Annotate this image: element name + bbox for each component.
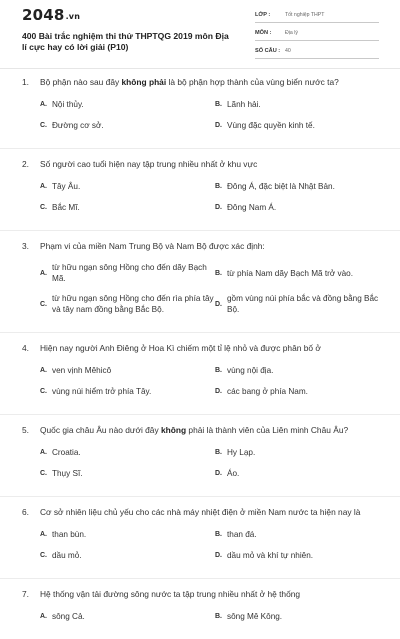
option-text: dầu mỏ. xyxy=(52,550,82,560)
option-text: Croatia. xyxy=(52,447,81,457)
question-text-part: Hệ thống vận tải đường sông nước ta tập trung nhiều nhất ở hệ thống xyxy=(40,589,301,599)
answer-options xyxy=(40,364,390,406)
option-letter: B. xyxy=(215,612,222,620)
question-number: 3. xyxy=(22,241,29,251)
option-letter: D. xyxy=(215,551,222,559)
option-text: từ hữu ngạn sông Hồng cho đến dãy Bạch Mã. xyxy=(52,263,207,283)
option-letter: A. xyxy=(40,182,47,190)
meta-value: Địa lý xyxy=(285,30,298,36)
answer-option[interactable] xyxy=(215,119,390,131)
option-letter: A. xyxy=(40,612,47,620)
question-item xyxy=(0,424,400,488)
question-text-part: phải là thành viên của Liên minh Châu Âu? xyxy=(186,425,349,435)
question-item xyxy=(0,240,400,324)
meta-value: 40 xyxy=(285,48,291,54)
option-letter: A. xyxy=(40,100,47,108)
question-item xyxy=(0,506,400,570)
document-meta xyxy=(255,8,379,62)
question-text xyxy=(22,158,390,170)
meta-value: Tốt nghiệp THPT xyxy=(285,12,325,18)
meta-row-class xyxy=(255,8,379,23)
meta-label: SỐ CÂU : xyxy=(255,48,281,54)
option-letter: D. xyxy=(215,203,222,211)
meta-row-subject xyxy=(255,26,379,41)
question-text-part: Phạm vi của miền Nam Trung Bộ và Nam Bộ được xác định: xyxy=(40,241,265,251)
question-item xyxy=(0,158,400,222)
answer-option[interactable] xyxy=(215,467,390,479)
question-text-part: Bộ phận nào sau đây xyxy=(40,77,122,87)
option-letter: D. xyxy=(215,469,222,477)
answer-option[interactable] xyxy=(215,293,390,315)
answer-options xyxy=(40,446,390,488)
option-text: các bang ở phía Nam. xyxy=(227,386,308,396)
question-emphasis: không phải xyxy=(121,77,167,87)
document-title: 400 Bài trắc nghiệm thi thử THPTQG 2019 môn Địa lí cực hay có lời giải (P10) xyxy=(22,31,229,52)
question-divider xyxy=(0,578,400,579)
option-letter: A. xyxy=(40,366,47,374)
logo-text: 2048 xyxy=(22,6,65,24)
answer-option[interactable] xyxy=(40,385,215,397)
option-text: Tây Âu. xyxy=(52,181,81,191)
option-text: Thụy Sĩ. xyxy=(52,468,83,478)
option-letter: B. xyxy=(215,366,222,374)
option-text: Lãnh hải. xyxy=(227,99,261,109)
answer-option[interactable] xyxy=(215,385,390,397)
option-text: Hy Lạp. xyxy=(227,447,256,457)
question-item xyxy=(0,342,400,406)
answer-option[interactable] xyxy=(40,119,215,131)
question-divider xyxy=(0,496,400,497)
question-text xyxy=(22,240,390,252)
question-text xyxy=(22,424,390,436)
answer-option[interactable] xyxy=(215,201,390,213)
answer-option[interactable] xyxy=(40,528,215,540)
answer-option[interactable] xyxy=(215,262,390,284)
question-number: 5. xyxy=(22,425,29,435)
question-text xyxy=(22,506,390,518)
option-letter: C. xyxy=(40,469,47,477)
question-number: 1. xyxy=(22,77,29,87)
answer-options xyxy=(40,528,390,570)
question-text-part: Số người cao tuổi hiện nay tập trung nhiều nhất ở khu vực xyxy=(40,159,258,169)
option-text: ven vịnh Mêhicô xyxy=(52,365,112,375)
answer-option[interactable] xyxy=(40,262,215,284)
option-text: từ hữu ngạn sông Hồng cho đến rìa phía tây và tây nam đồng bằng Bắc Bộ. xyxy=(52,294,214,314)
header-divider xyxy=(0,68,400,69)
answer-options xyxy=(40,610,390,631)
answer-option[interactable] xyxy=(215,364,390,376)
option-letter: B. xyxy=(215,530,222,538)
option-letter: B. xyxy=(215,182,222,190)
option-letter: A. xyxy=(40,530,47,538)
option-text: Nội thủy. xyxy=(52,99,84,109)
option-text: Đông Á, đặc biệt là Nhật Bản. xyxy=(227,181,335,191)
question-divider xyxy=(0,414,400,415)
question-number: 6. xyxy=(22,507,29,517)
question-item xyxy=(0,588,400,631)
option-text: dầu mỏ và khí tự nhiên. xyxy=(227,550,314,560)
option-letter: C. xyxy=(40,551,47,559)
answer-option[interactable] xyxy=(215,549,390,561)
option-letter: A. xyxy=(40,448,47,456)
question-text xyxy=(22,76,390,88)
meta-row-count xyxy=(255,44,379,59)
option-text: sông Mê Kông. xyxy=(227,611,283,621)
answer-option[interactable] xyxy=(215,180,390,192)
option-letter: C. xyxy=(40,387,47,395)
question-text-part: Quốc gia châu Âu nào dưới đây xyxy=(40,425,161,435)
question-list xyxy=(0,76,400,639)
question-divider xyxy=(0,148,400,149)
option-letter: B. xyxy=(215,448,222,456)
answer-option[interactable] xyxy=(215,98,390,110)
option-letter: B. xyxy=(215,269,222,277)
question-number: 4. xyxy=(22,343,29,353)
question-text-part: Hiện nay người Anh Điêng ở Hoa Kì chiếm một tỉ lệ nhỏ và được phân bố ở xyxy=(40,343,321,353)
answer-option[interactable] xyxy=(40,446,215,458)
option-text: vùng nội địa. xyxy=(227,365,274,375)
option-text: Vùng đặc quyền kinh tế. xyxy=(227,120,315,130)
option-letter: A. xyxy=(40,269,47,277)
answer-option[interactable] xyxy=(40,293,215,315)
answer-options xyxy=(40,180,390,222)
answer-option[interactable] xyxy=(40,364,215,376)
option-text: Đông Nam Á. xyxy=(227,202,277,212)
option-text: vùng núi hiểm trở phía Tây. xyxy=(52,386,152,396)
option-text: than bùn. xyxy=(52,529,87,539)
option-text: than đá. xyxy=(227,529,257,539)
question-item xyxy=(0,76,400,140)
option-text: từ phía Nam dãy Bạch Mã trở vào. xyxy=(227,268,353,278)
question-emphasis: không xyxy=(160,425,187,435)
option-letter: B. xyxy=(215,100,222,108)
answer-option[interactable] xyxy=(40,467,215,479)
option-text: Đường cơ sở. xyxy=(52,120,104,130)
question-text xyxy=(22,342,390,354)
question-divider xyxy=(0,332,400,333)
option-text: Bắc Mĩ. xyxy=(52,202,80,212)
option-text: sông Cả. xyxy=(52,611,85,621)
answer-option[interactable] xyxy=(40,180,215,192)
option-letter: D. xyxy=(215,387,222,395)
question-text xyxy=(22,588,390,600)
option-text: gồm vùng núi phía bắc và đồng bằng Bắc Bộ. xyxy=(227,294,379,314)
answer-option[interactable] xyxy=(40,201,215,213)
answer-option[interactable] xyxy=(40,549,215,561)
answer-option[interactable] xyxy=(215,610,390,622)
answer-option[interactable] xyxy=(40,610,215,622)
option-letter: C. xyxy=(40,121,47,129)
answer-options xyxy=(40,98,390,140)
question-text-part: Cơ sở nhiên liệu chủ yếu cho các nhà máy nhiệt điện ở miền Nam nước ta hiện nay là xyxy=(40,507,361,517)
option-letter: D. xyxy=(215,121,222,129)
option-letter: D. xyxy=(215,300,222,308)
option-text: Áo. xyxy=(227,468,240,478)
site-logo[interactable] xyxy=(22,6,80,24)
answer-options xyxy=(40,262,390,324)
answer-option[interactable] xyxy=(215,446,390,458)
question-text-part: là bộ phận hợp thành của vùng biển nước ta? xyxy=(166,77,339,87)
option-letter: C. xyxy=(40,300,47,308)
meta-label: LỚP : xyxy=(255,12,271,18)
answer-option[interactable] xyxy=(40,98,215,110)
question-number: 7. xyxy=(22,589,29,599)
question-divider xyxy=(0,230,400,231)
option-letter: C. xyxy=(40,203,47,211)
question-number: 2. xyxy=(22,159,29,169)
meta-label: MÔN : xyxy=(255,30,272,36)
logo-suffix: .vn xyxy=(65,12,81,21)
page-header xyxy=(0,0,400,66)
answer-option[interactable] xyxy=(215,528,390,540)
